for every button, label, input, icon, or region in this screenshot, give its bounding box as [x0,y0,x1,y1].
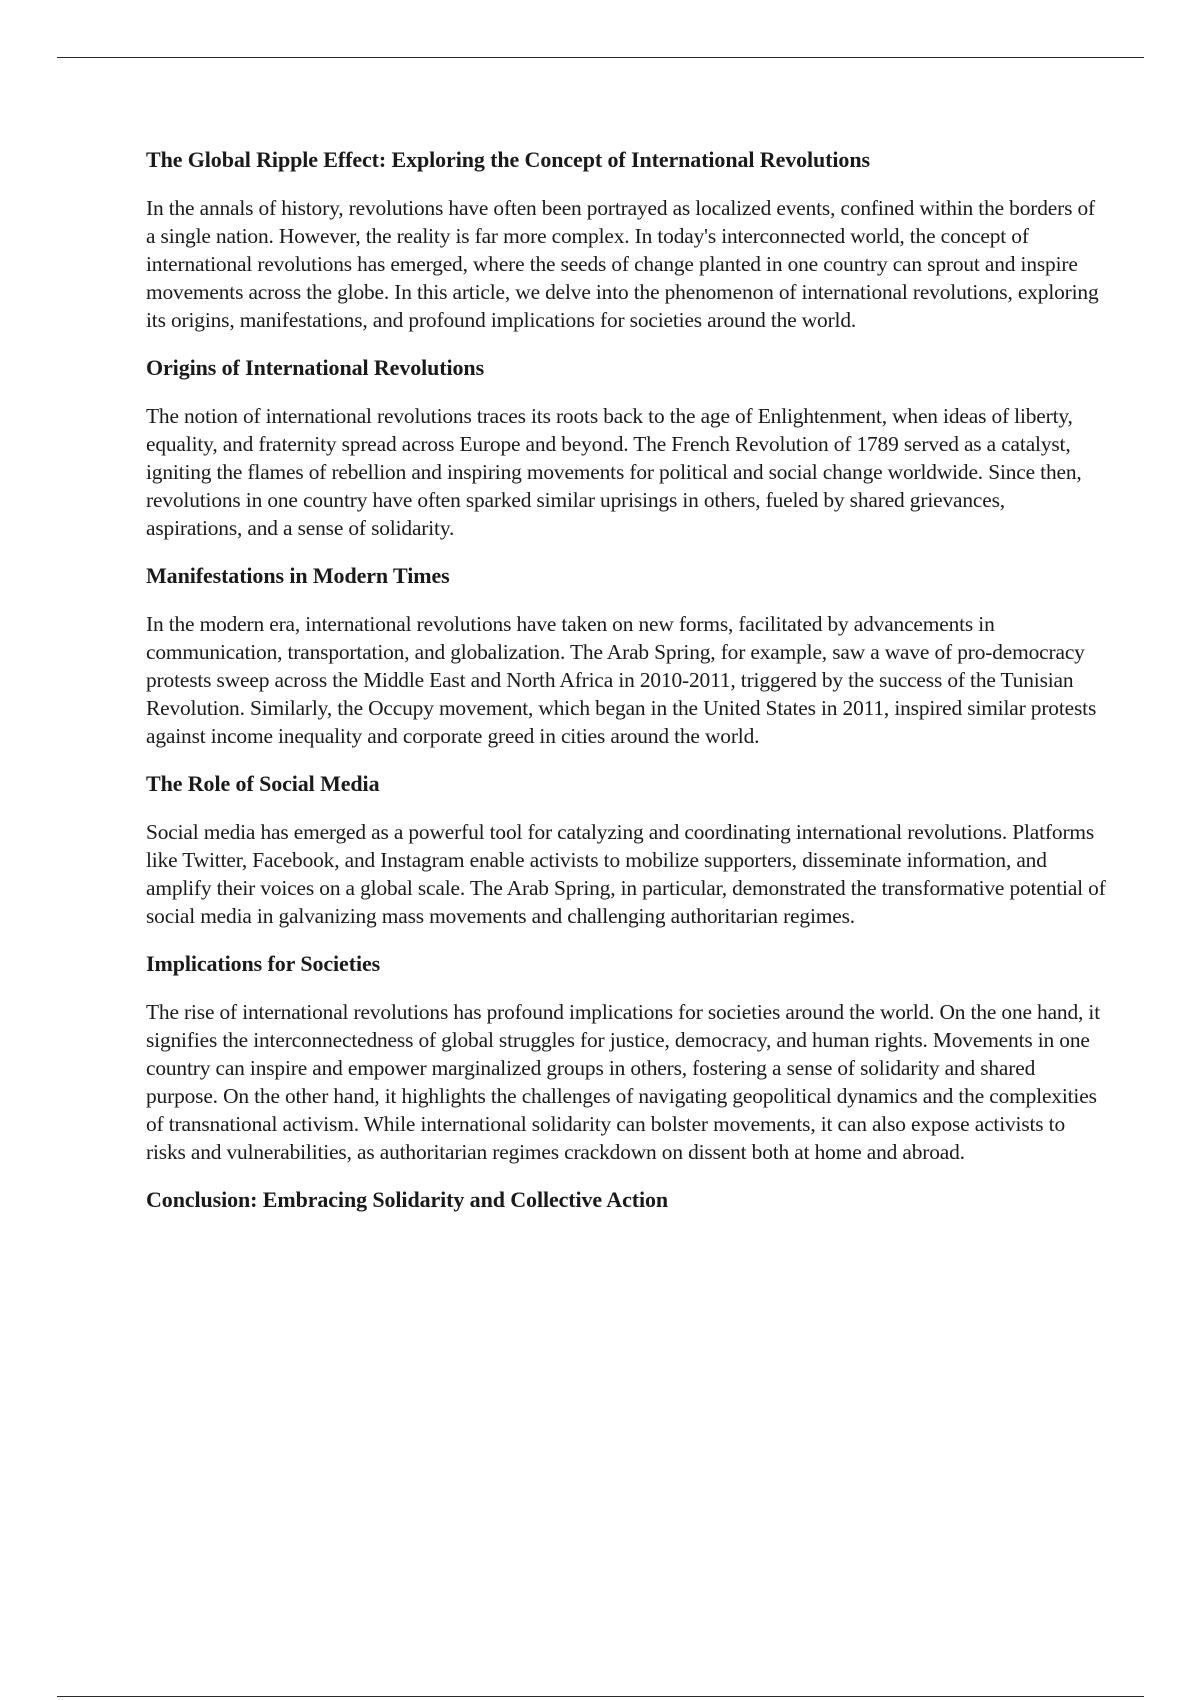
section-body-modern-times: In the modern era, international revolutions have taken on new forms, facilitated by advancements in communication, transportation, and globalization. The Arab Spring, for example, saw a wave of pro-democracy protests sweep across the Middle East and North Africa in 2010-2011, triggered by the success of the Tunisian Revolution. Similarly, the Occupy movement, which began in the United States in 2011, inspired similar protests against income inequality and corporate greed in cities around the world. [146,612,1097,748]
section-heading-implications: Implications for Societies [146,951,381,976]
section-body-origins: The notion of international revolutions traces its roots back to the age of Enlightenment, when ideas of liberty, equality, and fraternity spread across Europe and beyond. The French Revolution of 1789 served as a catalyst, igniting the flames of rebellion and inspiring movements for political and social change worldwide. Since then, revolutions in one country have often sparked similar uprisings in others, fueled by shared grievances, aspirations, and a sense of solidarity. [146,404,1082,540]
section-heading-social-media: The Role of Social Media [146,771,380,796]
footer-rule [57,1696,1144,1697]
intro-paragraph: In the annals of history, revolutions have often been portrayed as localized events, confined within the borders of a single nation. However, the reality is far more complex. In today's interconnected world, the concept of international revolutions has emerged, where the seeds of change planted in one country can sprout and inspire movements across the globe. In this article, we delve into the phenomenon of international revolutions, exploring its origins, manifestations, and profound implications for societies around the world. [146,196,1099,332]
section-heading-origins: Origins of International Revolutions [146,355,485,380]
section-heading-conclusion: Conclusion: Embracing Solidarity and Collective Action [146,1187,669,1212]
document-body [146,143,1106,1234]
section-body-implications: The rise of international revolutions has profound implications for societies around the world. On the one hand, it signifies the interconnectedness of global struggles for justice, democracy, and human rights. Movements in one country can inspire and empower marginalized groups in others, fostering a sense of solidarity and shared purpose. On the other hand, it highlights the challenges of navigating geopolitical dynamics and the complexities of transnational activism. While international solidarity can bolster movements, it can also expose activists to risks and vulnerabilities, as authoritarian regimes crackdown on dissent both at home and abroad. [146,1000,1101,1164]
section-body-social-media: Social media has emerged as a powerful tool for catalyzing and coordinating international revolutions. Platforms like Twitter, Facebook, and Instagram enable activists to mobilize supporters, disseminate information, and amplify their voices on a global scale. The Arab Spring, in particular, demonstrated the transformative potential of social media in galvanizing mass movements and challenging authoritarian regimes. [146,820,1106,928]
section-heading-modern-times: Manifestations in Modern Times [146,563,450,588]
article-title: The Global Ripple Effect: Exploring the Concept of International Revolutions [146,147,870,172]
header-rule [57,57,1144,58]
